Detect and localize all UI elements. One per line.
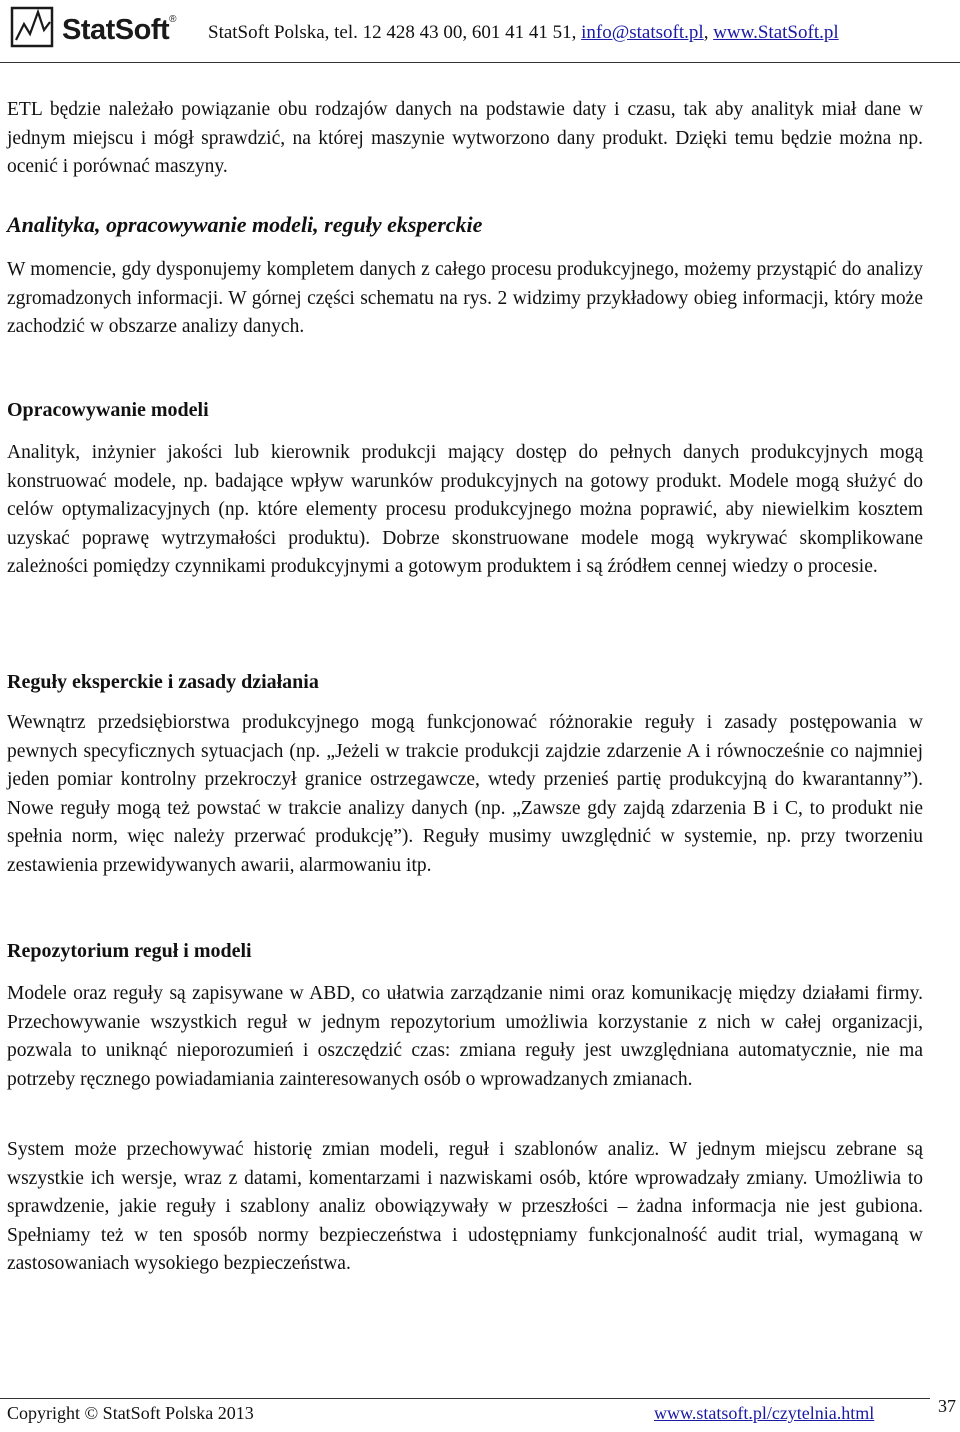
header-divider xyxy=(0,62,960,63)
header-contact: StatSoft Polska, tel. 12 428 43 00, 601 41 41 51, xyxy=(208,22,577,43)
section-heading-repository: Repozytorium reguł i modeli xyxy=(7,940,252,962)
footer-reading-room-link[interactable]: www.statsoft.pl/czytelnia.html xyxy=(654,1403,875,1423)
repository-paragraph-1: Modele oraz reguły są zapisywane w ABD, co ułatwia zarządzanie nimi oraz komunikację między działami firmy. Przechowywanie wszystkich reguł w jednym repozytorium umożliwia korzystanie z nich w całej organizacji, pozwala to uniknąć nieporozumień i oszczędzić czas: zmiana reguły jest uwzględniana automatycznie, nie ma potrzeby ręcznego powiadamiania zainteresowanych osób o wprowadzanych zmianach. xyxy=(7,983,923,1090)
intro-paragraph: ETL będzie należało powiązanie obu rodzajów danych na podstawie daty i czasu, tak aby analityk miał dane w jednym miejscu i mógł sprawdzić, na której maszynie wytworzono dany produkt. Dzięki temu będzie można np. ocenić i porównać maszyny. xyxy=(7,99,923,177)
models-paragraph: Analityk, inżynier jakości lub kierownik produkcji mający dostęp do pełnych danych produkcyjnych mogą konstruować modele, np. badające wpływ warunków produkcyjnych na gotowy produkt. Modele mogą służyć do celów optymalizacyjnych (np. które elementy procesu produkcyjnego można poprawić, aby niewielkim kosztem uzyskać poprawę wytrzymałości produktu). Dobrze skonstruowane modele mogą wykrywać skomplikowane zależności pomiędzy czynnikami produkcyjnymi a gotowym produktem i są źródłem cennej wiedzy o procesie. xyxy=(7,442,923,577)
header-website-link[interactable]: www.StatSoft.pl xyxy=(713,22,839,43)
footer-copyright: Copyright © StatSoft Polska 2013 xyxy=(7,1403,254,1423)
section-heading-models: Opracowywanie modeli xyxy=(7,399,209,421)
chart-logo-icon xyxy=(10,4,56,50)
header-email-link[interactable]: info@statsoft.pl xyxy=(581,22,704,43)
page-header xyxy=(0,0,960,60)
rules-paragraph: Wewnątrz przedsiębiorstwa produkcyjnego mogą funkcjonować różnorakie reguły i zasady postępowania w pewnych specyficznych sytuacjach (np. „Jeżeli w trakcie produkcji zajdzie zdarzenie A i równocześnie co najmniej jeden pomiar kontrolny przekroczył granice ostrzegawcze, wtedy przenieś partię produkcyjną do kwarantanny”). Nowe reguły mogą też powstać w trakcie analizy danych (np. „Zawsze gdy zajdą zdarzenia B i C, to produkt nie spełnia norm, więc należy przerwać produkcję”). Reguły musimy uwzględnić w systemie, np. przy tworzeniu zestawienia przewidywanych awarii, alarmowaniu itp. xyxy=(7,712,923,876)
section-heading-rules: Reguły eksperckie i zasady działania xyxy=(7,671,319,693)
header-contact-line: StatSoft Polska, tel. 12 428 43 00, 601 41 41 51, info@statsoft.pl, www.StatSoft.pl xyxy=(208,22,839,43)
section-heading-analytics: Analityka, opracowywanie modeli, reguły eksperckie xyxy=(7,212,483,237)
analytics-paragraph: W momencie, gdy dysponujemy kompletem danych z całego procesu produkcyjnego, możemy przystąpić do analizy zgromadzonych informacji. W górnej części schematu na rys. 2 widzimy przykładowy obieg informacji, który może zachodzić w obszarze analizy danych. xyxy=(7,259,923,337)
statsoft-logo xyxy=(10,4,195,50)
footer-divider xyxy=(0,1398,930,1399)
logo-brand-text: StatSoft® xyxy=(62,14,177,46)
page-number: 37 xyxy=(938,1396,956,1416)
repository-paragraph-2: System może przechowywać historię zmian modeli, reguł i szablonów analiz. W jednym miejscu zebrane są wszystkie ich wersje, wraz z datami, komentarzami i nazwiskami osób, które wprowadzały zmiany. Umożliwia to sprawdzenie, jakie reguły i szablony analiz obowiązywały w przeszłości – żadna informacja nie jest gubiona. Spełniamy też w ten sposób normy bezpieczeństwa i udostępniamy funkcjonalność audit trial, wymaganą w zastosowaniach wysokiego bezpieczeństwa. xyxy=(7,1139,923,1274)
